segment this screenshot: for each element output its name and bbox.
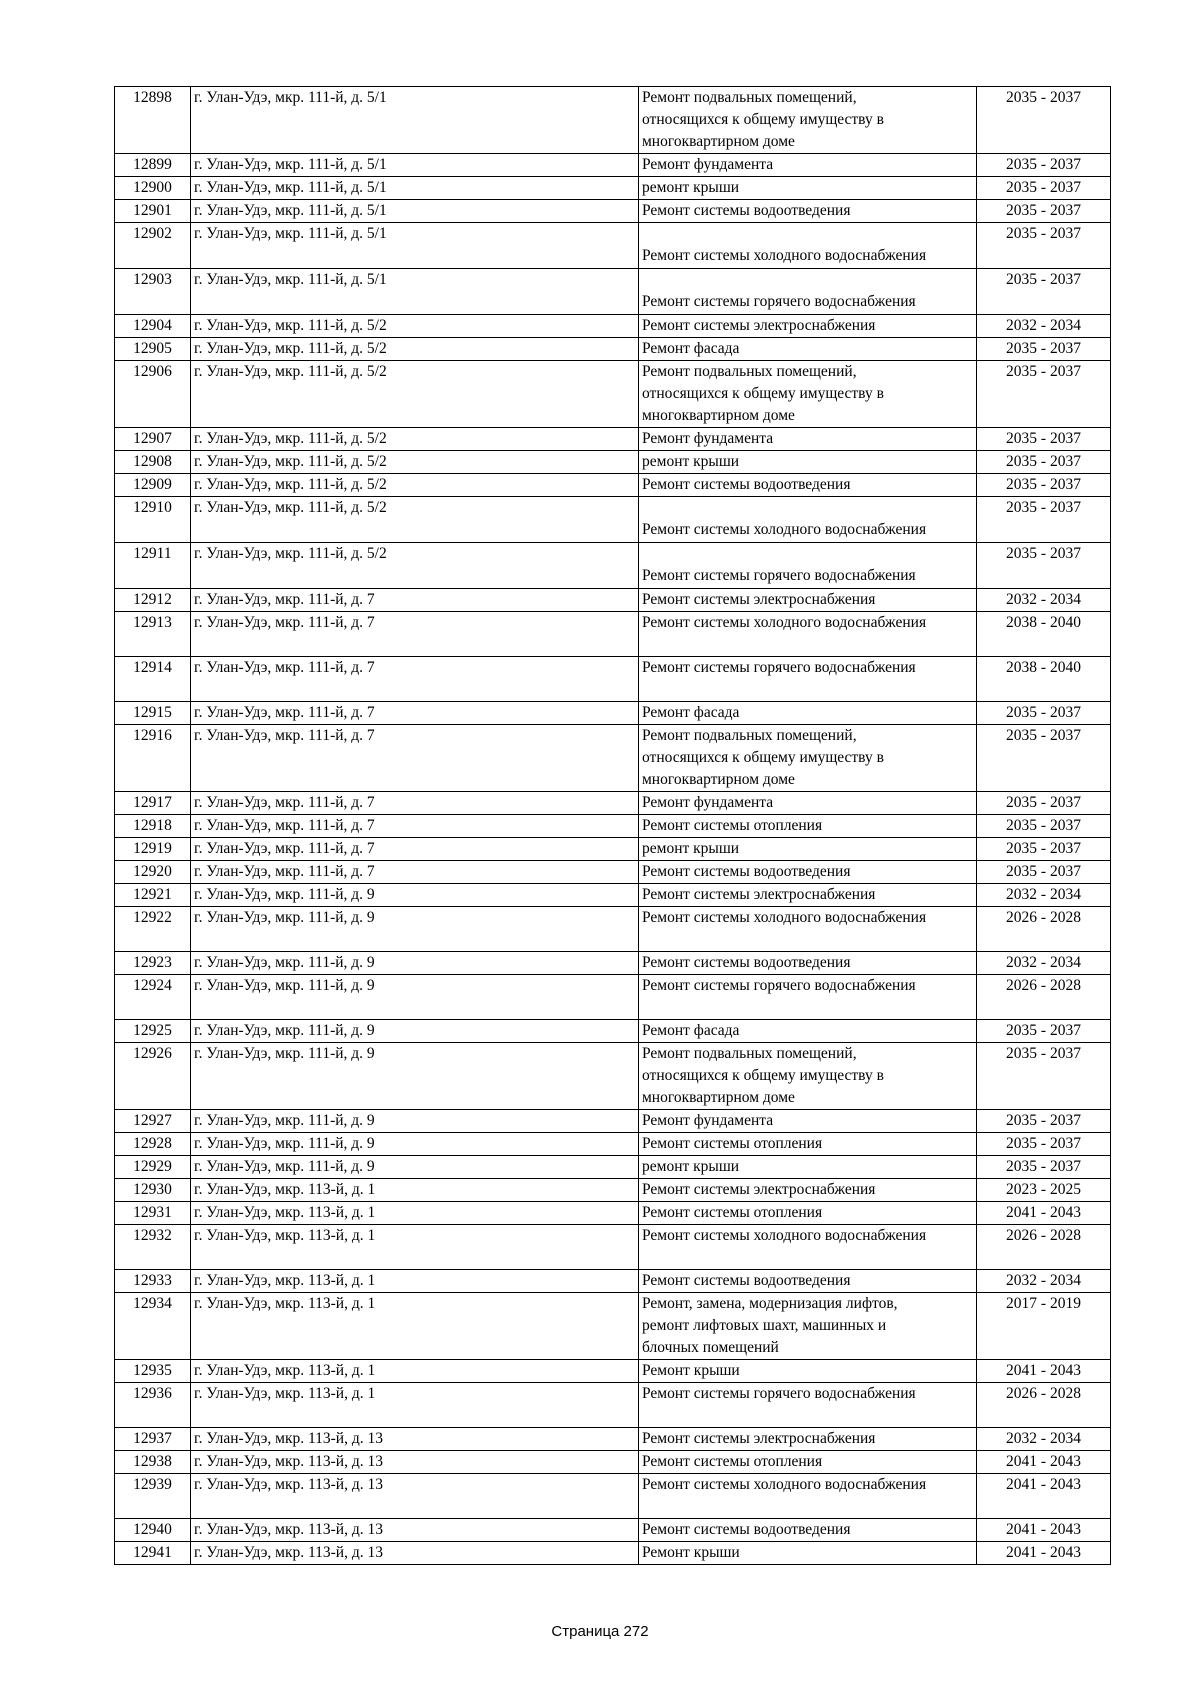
row-number: 12924 bbox=[115, 975, 191, 1020]
period-cell: 2035 - 2037 bbox=[977, 428, 1111, 451]
period-cell: 2035 - 2037 bbox=[977, 543, 1111, 589]
table-row bbox=[115, 725, 1111, 792]
address-cell: г. Улан-Удэ, мкр. 111-й, д. 9 bbox=[191, 975, 639, 1020]
work-type-cell: Ремонт фасада bbox=[639, 1020, 977, 1043]
period-cell: 2023 - 2025 bbox=[977, 1179, 1111, 1202]
work-type-cell: Ремонт системы водоотведения bbox=[639, 200, 977, 223]
period-cell: 2026 - 2028 bbox=[977, 1383, 1111, 1428]
table-row bbox=[115, 1020, 1111, 1043]
row-number: 12941 bbox=[115, 1542, 191, 1565]
work-type-cell: ремонт крыши bbox=[639, 177, 977, 200]
work-type-cell: Ремонт системы отопления bbox=[639, 1133, 977, 1156]
work-type-cell: Ремонт системы холодного водоснабжения bbox=[639, 612, 977, 657]
table-row bbox=[115, 497, 1111, 543]
table-row bbox=[115, 543, 1111, 589]
period-cell: 2035 - 2037 bbox=[977, 725, 1111, 792]
work-type-cell: Ремонт системы электроснабжения bbox=[639, 884, 977, 907]
address-cell: г. Улан-Удэ, мкр. 111-й, д. 7 bbox=[191, 702, 639, 725]
work-type-cell: Ремонт системы водоотведения bbox=[639, 1519, 977, 1542]
period-cell: 2035 - 2037 bbox=[977, 177, 1111, 200]
period-cell: 2032 - 2034 bbox=[977, 1428, 1111, 1451]
table-row bbox=[115, 1110, 1111, 1133]
address-cell: г. Улан-Удэ, мкр. 111-й, д. 9 bbox=[191, 884, 639, 907]
row-number: 12905 bbox=[115, 338, 191, 361]
address-cell: г. Улан-Удэ, мкр. 111-й, д. 9 bbox=[191, 1133, 639, 1156]
row-number: 12931 bbox=[115, 1202, 191, 1225]
row-number: 12932 bbox=[115, 1225, 191, 1270]
address-cell: г. Улан-Удэ, мкр. 113-й, д. 1 bbox=[191, 1293, 639, 1360]
work-type-cell: ремонт крыши bbox=[639, 451, 977, 474]
work-type-cell: Ремонт системы горячего водоснабжения bbox=[639, 975, 977, 1020]
work-type-cell: Ремонт крыши bbox=[639, 1542, 977, 1565]
address-cell: г. Улан-Удэ, мкр. 111-й, д. 9 bbox=[191, 1020, 639, 1043]
table-row bbox=[115, 428, 1111, 451]
address-cell: г. Улан-Удэ, мкр. 111-й, д. 5/2 bbox=[191, 428, 639, 451]
work-type-cell: Ремонт, замена, модернизация лифтов, ремонт лифтовых шахт, машинных и блочных помещений bbox=[639, 1293, 977, 1360]
address-cell: г. Улан-Удэ, мкр. 111-й, д. 9 bbox=[191, 952, 639, 975]
table-row bbox=[115, 1225, 1111, 1270]
row-number: 12922 bbox=[115, 907, 191, 952]
work-type-cell: Ремонт крыши bbox=[639, 1360, 977, 1383]
work-type-cell: ремонт крыши bbox=[639, 1156, 977, 1179]
row-number: 12934 bbox=[115, 1293, 191, 1360]
work-type-cell: Ремонт системы электроснабжения bbox=[639, 1428, 977, 1451]
address-cell: г. Улан-Удэ, мкр. 111-й, д. 7 bbox=[191, 792, 639, 815]
row-number: 12936 bbox=[115, 1383, 191, 1428]
address-cell: г. Улан-Удэ, мкр. 111-й, д. 5/2 bbox=[191, 497, 639, 543]
work-type-cell: Ремонт системы горячего водоснабжения bbox=[639, 657, 977, 702]
row-number: 12900 bbox=[115, 177, 191, 200]
period-cell: 2035 - 2037 bbox=[977, 154, 1111, 177]
work-type-cell: Ремонт подвальных помещений, относящихся к общему имуществу в многоквартирном доме bbox=[639, 361, 977, 428]
period-cell: 2035 - 2037 bbox=[977, 87, 1111, 154]
row-number: 12921 bbox=[115, 884, 191, 907]
row-number: 12916 bbox=[115, 725, 191, 792]
row-number: 12913 bbox=[115, 612, 191, 657]
table-row bbox=[115, 1474, 1111, 1519]
period-cell: 2032 - 2034 bbox=[977, 1270, 1111, 1293]
row-number: 12906 bbox=[115, 361, 191, 428]
table-row bbox=[115, 87, 1111, 154]
table-row bbox=[115, 1293, 1111, 1360]
period-cell: 2041 - 2043 bbox=[977, 1360, 1111, 1383]
address-cell: г. Улан-Удэ, мкр. 111-й, д. 7 bbox=[191, 612, 639, 657]
work-type-cell: Ремонт фундамента bbox=[639, 428, 977, 451]
row-number: 12912 bbox=[115, 589, 191, 612]
table-row bbox=[115, 792, 1111, 815]
row-number: 12898 bbox=[115, 87, 191, 154]
table-row bbox=[115, 1270, 1111, 1293]
work-type-cell: Ремонт системы отопления bbox=[639, 1451, 977, 1474]
table-row bbox=[115, 474, 1111, 497]
table-row bbox=[115, 1383, 1111, 1428]
row-number: 12939 bbox=[115, 1474, 191, 1519]
row-number: 12935 bbox=[115, 1360, 191, 1383]
address-cell: г. Улан-Удэ, мкр. 111-й, д. 9 bbox=[191, 907, 639, 952]
work-type-cell: Ремонт фундамента bbox=[639, 154, 977, 177]
work-type-cell: Ремонт фасада bbox=[639, 702, 977, 725]
row-number: 12918 bbox=[115, 815, 191, 838]
period-cell: 2032 - 2034 bbox=[977, 315, 1111, 338]
work-type-cell: Ремонт системы водоотведения bbox=[639, 952, 977, 975]
table-row bbox=[115, 338, 1111, 361]
table-row bbox=[115, 177, 1111, 200]
period-cell: 2038 - 2040 bbox=[977, 657, 1111, 702]
address-cell: г. Улан-Удэ, мкр. 111-й, д. 7 bbox=[191, 838, 639, 861]
repair-schedule-table bbox=[114, 86, 1111, 1565]
row-number: 12910 bbox=[115, 497, 191, 543]
row-number: 12938 bbox=[115, 1451, 191, 1474]
address-cell: г. Улан-Удэ, мкр. 111-й, д. 7 bbox=[191, 725, 639, 792]
row-number: 12919 bbox=[115, 838, 191, 861]
table-row bbox=[115, 1156, 1111, 1179]
address-cell: г. Улан-Удэ, мкр. 113-й, д. 1 bbox=[191, 1202, 639, 1225]
work-type-cell: Ремонт подвальных помещений, относящихся к общему имуществу в многоквартирном доме bbox=[639, 725, 977, 792]
work-type-cell: Ремонт системы холодного водоснабжения bbox=[639, 1225, 977, 1270]
period-cell: 2035 - 2037 bbox=[977, 838, 1111, 861]
address-cell: г. Улан-Удэ, мкр. 113-й, д. 13 bbox=[191, 1519, 639, 1542]
period-cell: 2026 - 2028 bbox=[977, 907, 1111, 952]
address-cell: г. Улан-Удэ, мкр. 111-й, д. 7 bbox=[191, 815, 639, 838]
period-cell: 2026 - 2028 bbox=[977, 1225, 1111, 1270]
page-number: Страница 272 bbox=[551, 1623, 649, 1640]
table-row bbox=[115, 1542, 1111, 1565]
address-cell: г. Улан-Удэ, мкр. 111-й, д. 5/2 bbox=[191, 474, 639, 497]
period-cell: 2041 - 2043 bbox=[977, 1451, 1111, 1474]
table-row bbox=[115, 589, 1111, 612]
address-cell: г. Улан-Удэ, мкр. 111-й, д. 9 bbox=[191, 1043, 639, 1110]
period-cell: 2035 - 2037 bbox=[977, 1020, 1111, 1043]
address-cell: г. Улан-Удэ, мкр. 113-й, д. 13 bbox=[191, 1451, 639, 1474]
work-type-cell: Ремонт системы отопления bbox=[639, 815, 977, 838]
period-cell: 2035 - 2037 bbox=[977, 269, 1111, 315]
table-row bbox=[115, 315, 1111, 338]
table-row bbox=[115, 223, 1111, 269]
period-cell: 2041 - 2043 bbox=[977, 1542, 1111, 1565]
address-cell: г. Улан-Удэ, мкр. 111-й, д. 5/2 bbox=[191, 315, 639, 338]
period-cell: 2032 - 2034 bbox=[977, 884, 1111, 907]
table-row bbox=[115, 884, 1111, 907]
period-cell: 2035 - 2037 bbox=[977, 223, 1111, 269]
row-number: 12930 bbox=[115, 1179, 191, 1202]
table-row bbox=[115, 907, 1111, 952]
work-type-cell: Ремонт системы водоотведения bbox=[639, 1270, 977, 1293]
row-number: 12928 bbox=[115, 1133, 191, 1156]
row-number: 12917 bbox=[115, 792, 191, 815]
row-number: 12901 bbox=[115, 200, 191, 223]
work-type-cell: Ремонт системы холодного водоснабжения bbox=[639, 1474, 977, 1519]
address-cell: г. Улан-Удэ, мкр. 111-й, д. 5/1 bbox=[191, 269, 639, 315]
table-row bbox=[115, 861, 1111, 884]
work-type-cell: Ремонт системы электроснабжения bbox=[639, 1179, 977, 1202]
row-number: 12923 bbox=[115, 952, 191, 975]
period-cell: 2035 - 2037 bbox=[977, 200, 1111, 223]
row-number: 12925 bbox=[115, 1020, 191, 1043]
table-row bbox=[115, 1360, 1111, 1383]
period-cell: 2032 - 2034 bbox=[977, 589, 1111, 612]
address-cell: г. Улан-Удэ, мкр. 113-й, д. 13 bbox=[191, 1428, 639, 1451]
work-type-cell: Ремонт системы горячего водоснабжения bbox=[639, 1383, 977, 1428]
table-row bbox=[115, 1179, 1111, 1202]
row-number: 12904 bbox=[115, 315, 191, 338]
period-cell: 2035 - 2037 bbox=[977, 1043, 1111, 1110]
period-cell: 2035 - 2037 bbox=[977, 338, 1111, 361]
table-row bbox=[115, 269, 1111, 315]
table-row bbox=[115, 361, 1111, 428]
work-type-cell: Ремонт фасада bbox=[639, 338, 977, 361]
table-row bbox=[115, 1519, 1111, 1542]
address-cell: г. Улан-Удэ, мкр. 111-й, д. 9 bbox=[191, 1110, 639, 1133]
work-type-cell: Ремонт подвальных помещений, относящихся к общему имуществу в многоквартирном доме bbox=[639, 87, 977, 154]
table-row bbox=[115, 1428, 1111, 1451]
work-type-cell: Ремонт системы горячего водоснабжения bbox=[639, 269, 977, 315]
table-row bbox=[115, 1133, 1111, 1156]
row-number: 12926 bbox=[115, 1043, 191, 1110]
address-cell: г. Улан-Удэ, мкр. 111-й, д. 5/1 bbox=[191, 200, 639, 223]
table-row bbox=[115, 815, 1111, 838]
table-row bbox=[115, 1043, 1111, 1110]
row-number: 12908 bbox=[115, 451, 191, 474]
row-number: 12914 bbox=[115, 657, 191, 702]
address-cell: г. Улан-Удэ, мкр. 111-й, д. 7 bbox=[191, 861, 639, 884]
table-body bbox=[115, 87, 1111, 1565]
period-cell: 2035 - 2037 bbox=[977, 792, 1111, 815]
address-cell: г. Улан-Удэ, мкр. 111-й, д. 7 bbox=[191, 657, 639, 702]
period-cell: 2038 - 2040 bbox=[977, 612, 1111, 657]
row-number: 12903 bbox=[115, 269, 191, 315]
address-cell: г. Улан-Удэ, мкр. 113-й, д. 1 bbox=[191, 1383, 639, 1428]
table-row bbox=[115, 1202, 1111, 1225]
work-type-cell: Ремонт системы электроснабжения bbox=[639, 589, 977, 612]
period-cell: 2035 - 2037 bbox=[977, 1133, 1111, 1156]
work-type-cell: Ремонт системы электроснабжения bbox=[639, 315, 977, 338]
work-type-cell: Ремонт системы горячего водоснабжения bbox=[639, 543, 977, 589]
period-cell: 2032 - 2034 bbox=[977, 952, 1111, 975]
work-type-cell: ремонт крыши bbox=[639, 838, 977, 861]
work-type-cell: Ремонт подвальных помещений, относящихся к общему имуществу в многоквартирном доме bbox=[639, 1043, 977, 1110]
period-cell: 2041 - 2043 bbox=[977, 1474, 1111, 1519]
address-cell: г. Улан-Удэ, мкр. 113-й, д. 1 bbox=[191, 1225, 639, 1270]
period-cell: 2017 - 2019 bbox=[977, 1293, 1111, 1360]
table-row bbox=[115, 200, 1111, 223]
table-row bbox=[115, 952, 1111, 975]
address-cell: г. Улан-Удэ, мкр. 111-й, д. 7 bbox=[191, 589, 639, 612]
row-number: 12911 bbox=[115, 543, 191, 589]
work-type-cell: Ремонт фундамента bbox=[639, 792, 977, 815]
table-row bbox=[115, 154, 1111, 177]
address-cell: г. Улан-Удэ, мкр. 111-й, д. 9 bbox=[191, 1156, 639, 1179]
address-cell: г. Улан-Удэ, мкр. 113-й, д. 1 bbox=[191, 1360, 639, 1383]
work-type-cell: Ремонт фундамента bbox=[639, 1110, 977, 1133]
work-type-cell: Ремонт системы водоотведения bbox=[639, 861, 977, 884]
period-cell: 2035 - 2037 bbox=[977, 361, 1111, 428]
row-number: 12899 bbox=[115, 154, 191, 177]
period-cell: 2035 - 2037 bbox=[977, 1156, 1111, 1179]
period-cell: 2035 - 2037 bbox=[977, 474, 1111, 497]
period-cell: 2035 - 2037 bbox=[977, 451, 1111, 474]
table-row bbox=[115, 612, 1111, 657]
address-cell: г. Улан-Удэ, мкр. 113-й, д. 13 bbox=[191, 1542, 639, 1565]
row-number: 12937 bbox=[115, 1428, 191, 1451]
address-cell: г. Улан-Удэ, мкр. 111-й, д. 5/1 bbox=[191, 154, 639, 177]
period-cell: 2035 - 2037 bbox=[977, 815, 1111, 838]
address-cell: г. Улан-Удэ, мкр. 113-й, д. 13 bbox=[191, 1474, 639, 1519]
row-number: 12902 bbox=[115, 223, 191, 269]
address-cell: г. Улан-Удэ, мкр. 111-й, д. 5/2 bbox=[191, 451, 639, 474]
table-row bbox=[115, 451, 1111, 474]
period-cell: 2026 - 2028 bbox=[977, 975, 1111, 1020]
row-number: 12929 bbox=[115, 1156, 191, 1179]
table-row bbox=[115, 1451, 1111, 1474]
period-cell: 2035 - 2037 bbox=[977, 702, 1111, 725]
row-number: 12920 bbox=[115, 861, 191, 884]
row-number: 12915 bbox=[115, 702, 191, 725]
row-number: 12909 bbox=[115, 474, 191, 497]
address-cell: г. Улан-Удэ, мкр. 113-й, д. 1 bbox=[191, 1179, 639, 1202]
table-row bbox=[115, 975, 1111, 1020]
address-cell: г. Улан-Удэ, мкр. 111-й, д. 5/2 bbox=[191, 361, 639, 428]
table-row bbox=[115, 702, 1111, 725]
address-cell: г. Улан-Удэ, мкр. 111-й, д. 5/1 bbox=[191, 87, 639, 154]
address-cell: г. Улан-Удэ, мкр. 111-й, д. 5/2 bbox=[191, 543, 639, 589]
address-cell: г. Улан-Удэ, мкр. 111-й, д. 5/1 bbox=[191, 177, 639, 200]
period-cell: 2041 - 2043 bbox=[977, 1202, 1111, 1225]
address-cell: г. Улан-Удэ, мкр. 111-й, д. 5/1 bbox=[191, 223, 639, 269]
work-type-cell: Ремонт системы холодного водоснабжения bbox=[639, 223, 977, 269]
period-cell: 2035 - 2037 bbox=[977, 861, 1111, 884]
work-type-cell: Ремонт системы водоотведения bbox=[639, 474, 977, 497]
work-type-cell: Ремонт системы отопления bbox=[639, 1202, 977, 1225]
row-number: 12933 bbox=[115, 1270, 191, 1293]
row-number: 12907 bbox=[115, 428, 191, 451]
period-cell: 2035 - 2037 bbox=[977, 1110, 1111, 1133]
work-type-cell: Ремонт системы холодного водоснабжения bbox=[639, 907, 977, 952]
row-number: 12940 bbox=[115, 1519, 191, 1542]
period-cell: 2035 - 2037 bbox=[977, 497, 1111, 543]
address-cell: г. Улан-Удэ, мкр. 111-й, д. 5/2 bbox=[191, 338, 639, 361]
work-type-cell: Ремонт системы холодного водоснабжения bbox=[639, 497, 977, 543]
table-row bbox=[115, 838, 1111, 861]
period-cell: 2041 - 2043 bbox=[977, 1519, 1111, 1542]
table-row bbox=[115, 657, 1111, 702]
address-cell: г. Улан-Удэ, мкр. 113-й, д. 1 bbox=[191, 1270, 639, 1293]
row-number: 12927 bbox=[115, 1110, 191, 1133]
